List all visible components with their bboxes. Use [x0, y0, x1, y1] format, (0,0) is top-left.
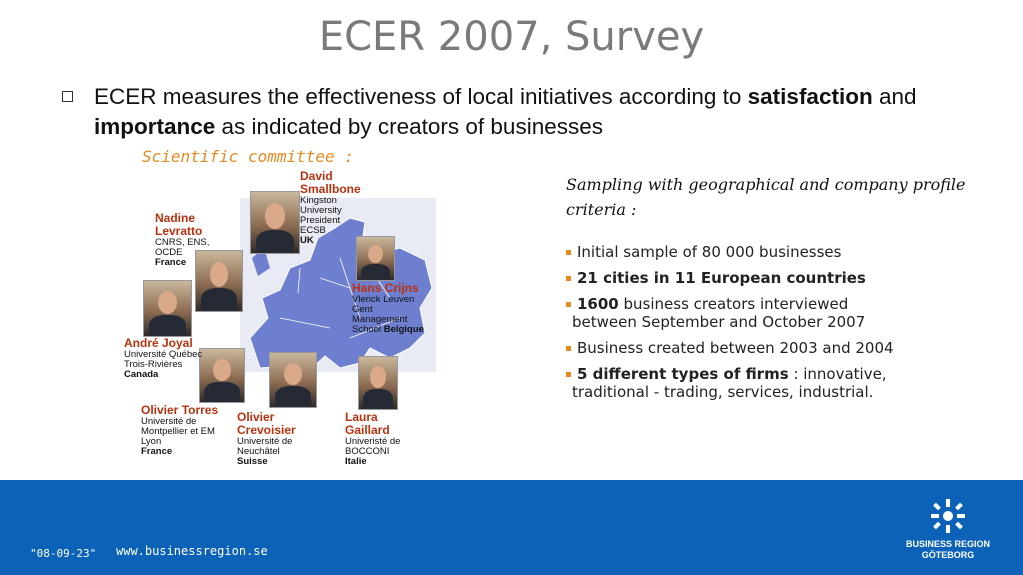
- criteria-item: 1600 business creators interviewed between September and October 2007: [566, 295, 1006, 331]
- footer-url[interactable]: www.businessregion.se: [116, 544, 268, 558]
- criteria-item: 21 cities in 11 European countries: [566, 269, 1006, 287]
- photo-body: [256, 230, 294, 254]
- square-bullet-icon: [566, 346, 571, 351]
- footer-date: "08-09-23": [30, 547, 97, 560]
- criteria-item: Initial sample of 80 000 businesses: [566, 243, 1006, 261]
- main-bullet-text: ECER measures the effectiveness of local initiatives according to satisfaction and importance as indicated by creators of businesses: [94, 84, 917, 139]
- photo-face: [368, 245, 383, 263]
- criteria-item: Business created between 2003 and 2004: [566, 339, 1006, 357]
- person-affiliation: BOCCONI: [345, 446, 390, 457]
- person-photo: [143, 280, 192, 337]
- person-affiliation: Université de: [141, 416, 197, 427]
- slide-title: ECER 2007, Survey: [318, 14, 705, 60]
- person-name: Olivier Crevoisier: [237, 410, 296, 437]
- person-name: Laura Gaillard: [345, 410, 390, 437]
- photo-face: [158, 291, 177, 314]
- logo-line-2: GÖTEBORG: [921, 550, 975, 560]
- photo-body: [201, 288, 238, 312]
- criteria-list: [566, 243, 1006, 409]
- person-affiliation: Lyon: [141, 436, 162, 447]
- person-name: Hans Crijns: [352, 281, 419, 295]
- photo-body: [149, 315, 187, 337]
- business-region-logo: [898, 498, 998, 561]
- photo-body: [204, 382, 239, 403]
- person-laura-gaillard: [345, 411, 415, 467]
- person-affiliation: School: [352, 324, 382, 335]
- photo-body: [363, 389, 393, 410]
- logo-line-1: BUSINESS REGION: [905, 539, 990, 549]
- person-affiliation: CNRS, ENS,: [155, 237, 210, 248]
- person-affiliation: Université de: [237, 436, 293, 447]
- person-nadine-levratto: [155, 212, 217, 268]
- person-david-smallbone: [300, 170, 364, 246]
- person-country: France: [141, 446, 173, 457]
- person-olivier-torres: [141, 404, 233, 457]
- person-affiliation: Montpellier et EM: [141, 426, 215, 437]
- square-bullet-icon: [566, 372, 571, 377]
- person-name: André Joyal: [124, 336, 193, 350]
- person-name: Olivier Torres: [141, 403, 219, 417]
- photo-body: [361, 264, 391, 281]
- person-affiliation: Vlerick Leuven: [352, 294, 415, 305]
- photo-body: [275, 386, 312, 408]
- person-affiliation: Univeristé de: [345, 436, 401, 447]
- person-country: France: [155, 257, 187, 268]
- person-country: UK: [300, 235, 314, 246]
- person-photo: [199, 348, 245, 403]
- person-country: Suisse: [237, 456, 268, 467]
- main-bullet: [62, 82, 962, 142]
- criteria-item: 5 different types of firms : innovative, traditional - trading, services, industrial.: [566, 365, 1006, 401]
- person-affiliation: Université Québec: [124, 349, 203, 360]
- person-name: David Smallbone: [300, 169, 361, 196]
- person-country: Italie: [345, 456, 367, 467]
- person-photo: [269, 352, 317, 408]
- square-bullet-icon: [566, 302, 571, 307]
- square-bullet-icon: [566, 250, 571, 255]
- person-country: Canada: [124, 369, 159, 380]
- person-affiliation: Management: [352, 314, 408, 325]
- person-affiliation: OCDE: [155, 247, 183, 258]
- person-country: Belgique: [383, 324, 424, 335]
- person-affiliation: Trois-Rivières: [124, 359, 183, 370]
- committee-title: Scientific committee :: [142, 147, 354, 166]
- photo-face: [213, 359, 231, 381]
- photo-face: [284, 363, 302, 386]
- person-affiliation: President ECSB: [300, 215, 341, 236]
- square-bullet-icon: [566, 276, 571, 281]
- person-olivier-crevoisier: [237, 411, 313, 467]
- person-photo: [358, 356, 398, 410]
- person-hans-crijns: [352, 282, 434, 335]
- sampling-title: Sampling with geographical and company profile criteria :: [566, 175, 966, 219]
- person-name: Nadine Levratto: [155, 211, 203, 238]
- checkbox-bullet-icon: [62, 91, 73, 102]
- person-affiliation: Gent: [352, 304, 373, 315]
- photo-face: [265, 203, 284, 229]
- footer-bar: [0, 480, 1023, 575]
- person-andre-joyal: [124, 337, 204, 380]
- business-region-logo-icon: [929, 498, 967, 534]
- person-affiliation: Neuchâtel: [237, 446, 280, 457]
- person-photo: [250, 191, 300, 254]
- photo-face: [370, 366, 385, 388]
- person-affiliation: Kingston University: [300, 195, 342, 216]
